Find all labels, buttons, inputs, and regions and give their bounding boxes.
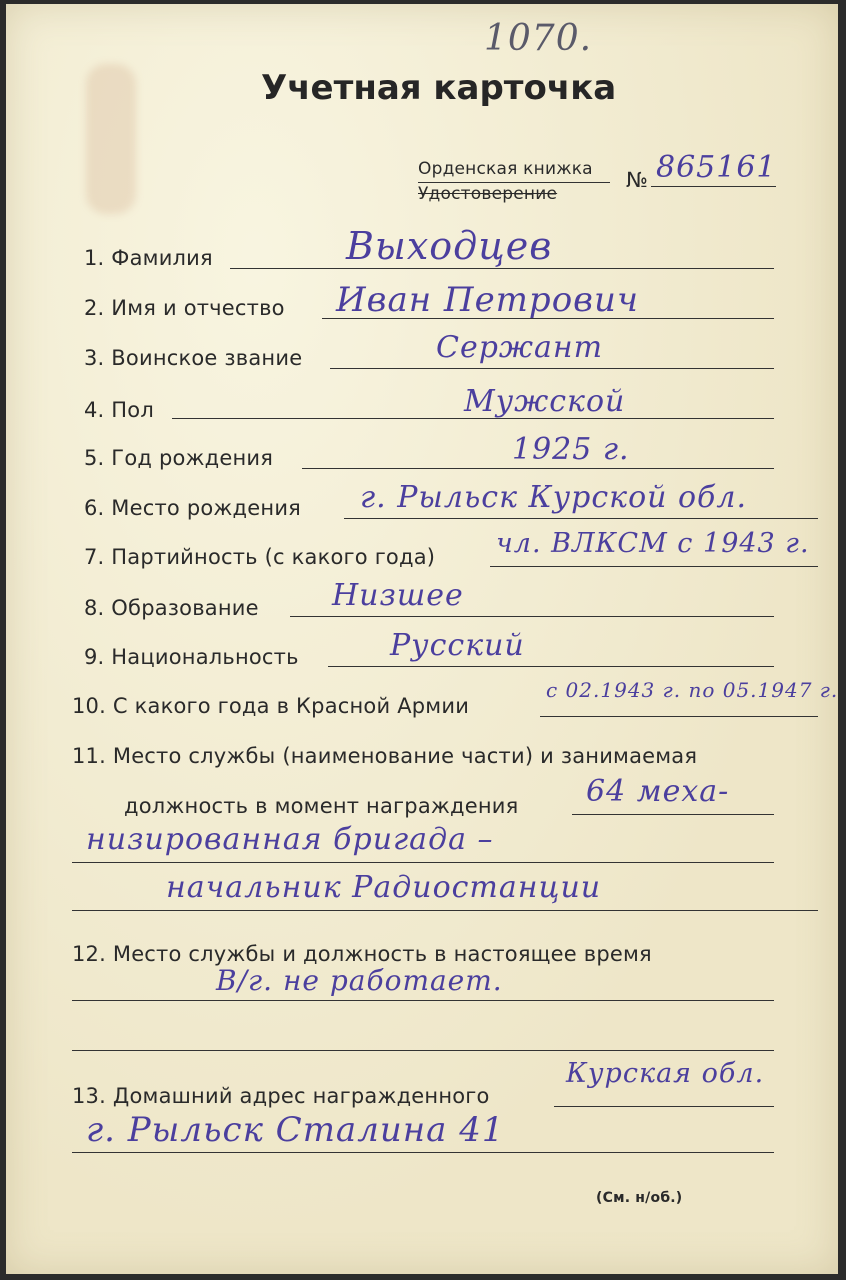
field-label-birthplace: 6. Место рождения [84, 496, 301, 520]
field-label-rank: 3. Воинское звание [84, 346, 303, 370]
field-label-birth-year: 5. Год рождения [84, 446, 274, 470]
field-value-army-since: с 02.1943 г. по 05.1947 г. [546, 678, 839, 702]
field-line [72, 1152, 774, 1153]
field-line [72, 862, 774, 863]
field-label-name: 2. Имя и отчество [84, 296, 285, 320]
field-line [344, 518, 818, 519]
field-line [490, 566, 818, 567]
field-value-sex: Мужской [464, 384, 626, 419]
field-value-service-place: 64 меха- [586, 774, 730, 809]
field-value-home-address: Курская обл. [566, 1058, 765, 1089]
field-label-education: 8. Образование [84, 596, 259, 620]
footnote: (См. н/об.) [596, 1190, 683, 1206]
field-value-home-address-2: г. Рыльск Сталина 41 [86, 1110, 505, 1150]
field-label-nationality: 9. Национальность [84, 645, 299, 669]
field-value-nationality: Русский [390, 628, 525, 663]
number-sign: № [626, 168, 649, 192]
archive-number: 1070. [484, 18, 593, 59]
field-line [72, 1000, 774, 1001]
field-label-service-place: 11. Место службы (наименование части) и занимаемая [72, 744, 698, 768]
field-label-service-position: должность в момент награждения [124, 794, 519, 818]
field-label-sex: 4. Пол [84, 398, 154, 422]
field-line [72, 1050, 774, 1051]
field-line [328, 666, 774, 667]
field-value-current-service: В/г. не работает. [216, 964, 503, 997]
field-line [230, 268, 774, 269]
field-value-birthplace: г. Рыльск Курской обл. [360, 480, 748, 515]
number-value: 865161 [656, 150, 777, 185]
field-value-name: Иван Петрович [336, 280, 639, 320]
certificate-label: Удостоверение [418, 184, 558, 204]
field-label-party: 7. Партийность (с какого года) [84, 545, 436, 569]
book-underline [418, 182, 610, 183]
field-line [302, 468, 774, 469]
field-label-home-address: 13. Домашний адрес награжденного [72, 1084, 490, 1108]
field-line [540, 716, 818, 717]
field-line [72, 910, 818, 911]
field-value-service-place-3: начальник Радиостанции [166, 870, 602, 905]
field-value-party: чл. ВЛКСМ с 1943 г. [496, 528, 810, 559]
book-label: Орденская книжка [418, 159, 593, 179]
field-value-birth-year: 1925 г. [512, 432, 630, 467]
field-value-education: Низшее [332, 578, 464, 613]
number-underline [651, 186, 776, 187]
field-line [330, 368, 774, 369]
field-value-surname: Выходцев [346, 224, 553, 268]
field-line [290, 616, 774, 617]
page-title: Учетная карточка [261, 68, 617, 108]
field-label-army-since: 10. С какого года в Красной Армии [72, 694, 470, 718]
field-line [554, 1106, 774, 1107]
field-label-current-service: 12. Место службы и должность в настоящее время [72, 942, 652, 966]
record-card [6, 4, 838, 1274]
paper-stain [86, 64, 136, 214]
field-value-rank: Сержант [436, 330, 604, 365]
field-line [572, 814, 774, 815]
field-value-service-place-2: низированная бригада – [86, 822, 494, 857]
field-label-surname: 1. Фамилия [84, 246, 213, 270]
